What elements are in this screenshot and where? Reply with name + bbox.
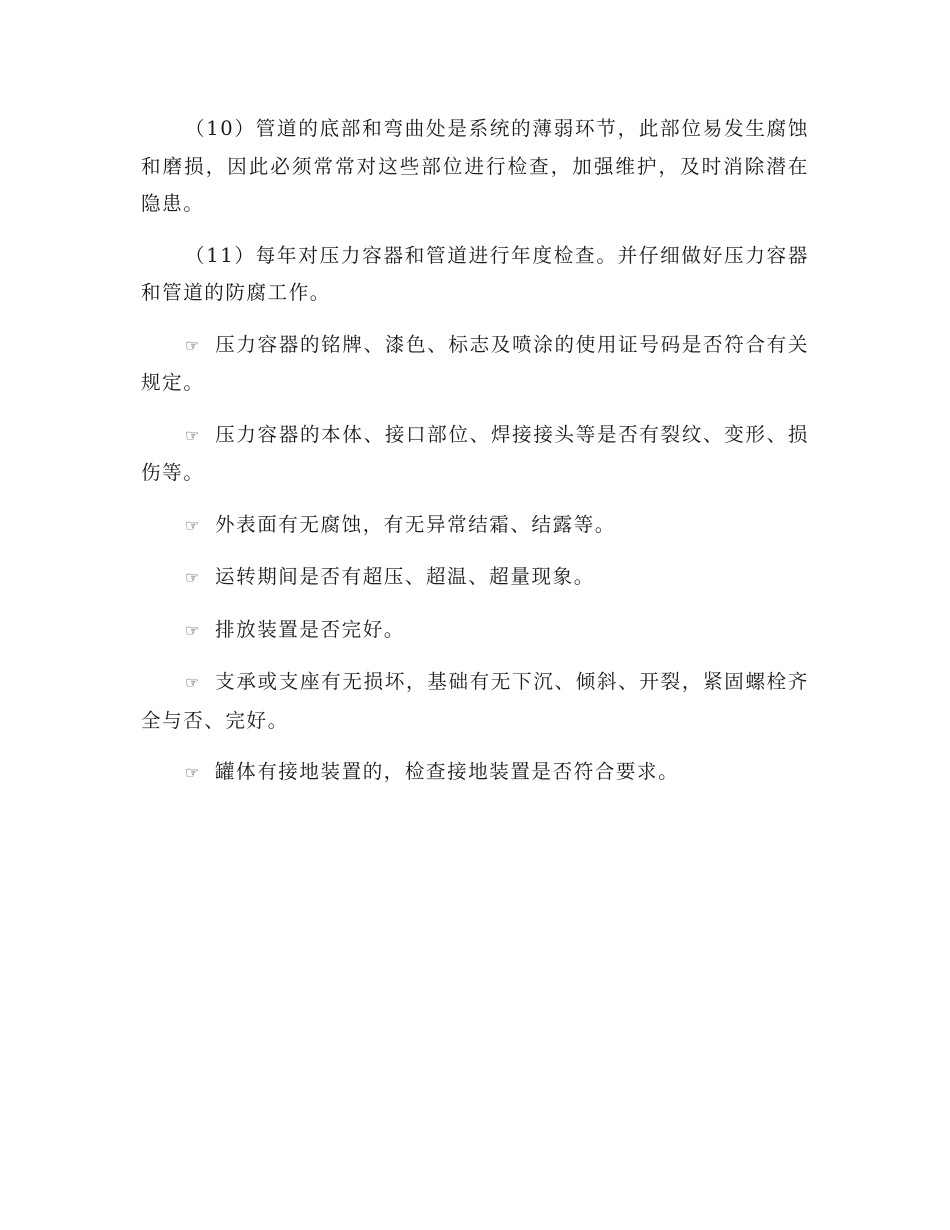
check-list-item [141,326,809,402]
check-list-item [141,416,809,492]
check-list-item [141,558,809,597]
pointing-hand-icon: ☞ [185,763,201,782]
pointing-hand-icon: ☞ [185,515,201,535]
pointing-hand-icon: ☞ [185,335,201,355]
check-list-item-text: 支承或支座有无损坏，基础有无下沉、倾斜、开裂，紧固螺栓齐全与否、完好。 [141,670,809,732]
check-list-item [141,611,809,650]
check-list-item-text: 运转期间是否有超压、超温、超量现象。 [215,565,595,588]
pointing-hand-icon: ☞ [185,620,201,640]
check-list-item [141,663,809,739]
pointing-hand-icon: ☞ [185,673,201,692]
check-list-item-text: 压力容器的铭牌、漆色、标志及喷涂的使用证号码是否符合有关规定。 [141,332,809,394]
check-list-item [141,506,809,545]
paragraph-item-11: （11）每年对压力容器和管道进行年度检查。并仔细做好压力容器和管道的防腐工作。 [141,243,809,304]
check-list-item-text: 罐体有接地装置的，检查接地装置是否符合要求。 [215,760,680,783]
pointing-hand-icon: ☞ [185,425,201,445]
check-list-item [141,753,809,792]
paragraph-item-10: （10）管道的底部和弯曲处是系统的薄弱环节，此部位易发生腐蚀和磨损，因此必须常常对这些部位进行检查，加强维护，及时消除潜在隐患。 [141,117,809,215]
document-body [141,110,809,806]
check-list-item-text: 压力容器的本体、接口部位、焊接接头等是否有裂纹、变形、损伤等。 [141,422,809,484]
check-list-item-text: 排放装置是否完好。 [215,617,405,641]
pointing-hand-icon: ☞ [185,568,201,587]
check-list-item-text: 外表面有无腐蚀，有无异常结霜、结露等。 [215,512,616,536]
